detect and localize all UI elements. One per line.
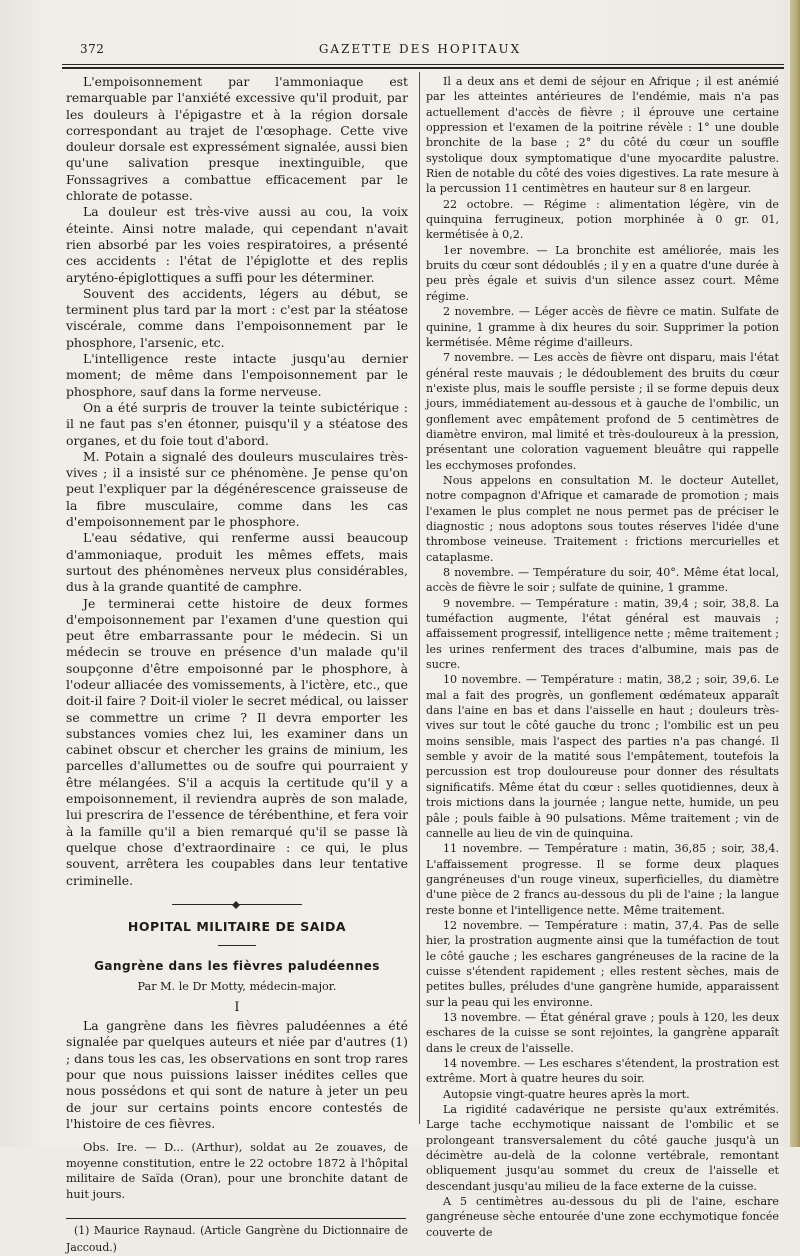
paragraph: On a été surpris de trouver la teinte subictérique : il ne faut pas s'en étonner, puisqu'il y a stéatose des organes, et du foie tout d'abord.: [66, 399, 408, 448]
right-column: [426, 74, 779, 1240]
section-rule: [218, 945, 256, 946]
footnote: (1) Maurice Raynaud. (Article Gangrène du Dictionnaire de Jaccoud.): [66, 1224, 408, 1254]
paragraph: 8 novembre. — Température du soir, 40°. Même état local, accès de fièvre le soir ; sulfate de quinine, 1 gramme.: [426, 566, 779, 595]
paragraph: 12 novembre. — Température : matin, 37,4. Pas de selle hier, la prostration augmente ainsi que la tuméfaction de tout le côté gauche ; les eschares gangréneuses de la racine de la cuisse s'étendent rapidement ; elles restent sèches, mais de petites bulles, préludes d'une gangrène humide, apparaissent sur la peau qui les environne.: [426, 918, 779, 1009]
paragraph: Il a deux ans et demi de séjour en Afrique ; il est anémié par les atteintes antérieures de l'endémie, mais n'a pas actuellement d'accès de fièvre ; il éprouve une certaine oppression et l'examen de la poitrine révèle : 1° une double bronchite de la base ; 2° du côté du cœur un souffle systolique doux symptomatique d'une myocardite palustre. Rien de notable du côté des voies digestives. La rate mesure à la percussion 11 centimètres en hauteur sur 8 en largeur.: [426, 75, 779, 196]
paragraph: L'empoisonnement par l'ammoniaque est remarquable par l'anxiété excessive qu'il produit, par les douleurs à l'épigastre et à la région dorsale correspondant au trajet de l'œsophage. Cette vive douleur dorsale est expressément signalée, aussi bien qu'une salivation presque inextinguible, que Fonssagrives a combattue efficacement par le chlorate de potasse.: [66, 74, 408, 204]
header-rule: [62, 64, 784, 65]
paragraph: 7 novembre. — Les accès de fièvre ont disparu, mais l'état général reste mauvais ; le dédoublement des bruits du cœur n'existe plus, mais le souffle persiste ; il se forme depuis deux jours, immédiatement au-dessous et à gauche de l'ombilic, un gonflement avec empâtement profond de 5 centimètres de diamètre environ, mal limité et très-douloureux à la pression, présentant une coloration vaguement bleuâtre qui rappelle les ecchymoses profondes.: [426, 351, 779, 472]
page-edge: [790, 0, 800, 1147]
paragraph: L'intelligence reste intacte jusqu'au dernier moment; de même dans l'empoisonnement par le phosphore, sauf dans la forme nerveuse.: [66, 351, 408, 399]
byline: Par M. le Dr Motty, médecin-major.: [137, 980, 337, 994]
observation-paragraph: Obs. Ire. — D... (Arthur), soldat au 2e zouaves, de moyenne constitution, entre le 22 octobre 1872 à l'hôpital militaire de Saïda (Oran), pour une bronchite datant de huit jours.: [66, 1140, 408, 1201]
article-title: Gangrène dans les fièvres paludéennes: [94, 959, 380, 974]
section-ornament: [172, 901, 302, 909]
paragraph: A 5 centimètres au-dessous du pli de l'aine, eschare gangréneuse sèche entourée d'une zone ecchymotique foncée couverte de: [426, 1195, 779, 1239]
paragraph: Souvent des accidents, légers au début, se terminent plus tard par la mort : c'est par la stéatose viscérale, comme dans l'empoisonnement par le phosphore, l'arsenic, etc.: [66, 285, 408, 350]
paragraph: 2 novembre. — Léger accès de fièvre ce matin. Sulfate de quinine, 1 gramme à dix heures du soir. Supprimer la potion kermétisée. Même régime d'ailleurs.: [426, 305, 779, 349]
paragraph: 1er novembre. — La bronchite est améliorée, mais les bruits du cœur sont dédoublés ; il y en a quatre d'une durée à peu près égale et suivis d'un silence assez court. Même régime.: [426, 243, 779, 303]
paragraph: 9 novembre. — Température : matin, 39,4 ; soir, 38,8. La tuméfaction augmente, l'état général est mauvais ; affaissement progressif, intelligence nette ; même traitement ; les urines renferment des traces d'albumine, mais pas de sucre.: [426, 596, 779, 672]
part-number: I: [234, 999, 240, 1015]
paragraph: Nous appelons en consultation M. le docteur Autellet, notre compagnon d'Afrique et camarade de promotion ; mais l'examen le plus complet ne nous permet pas de préciser le diagnostic ; nous adoptons sous toutes réserves l'idée d'une thrombose veineuse. Traitement : frictions mercurielles et cataplasme.: [426, 473, 779, 564]
paragraph: 22 octobre. — Régime : alimentation légère, vin de quinquina ferrugineux, potion morphinée à 0 gr. 01, kermétisée à 0,2.: [426, 197, 779, 242]
left-column: [66, 74, 408, 1256]
paragraph: Je terminerai cette histoire de deux formes d'empoisonnement par l'examen d'une question qui peut être embarrassante pour le médecin. Si un médecin se trouve en présence d'un malade qu'il soupçonne d'être empoisonné par le phosphore, à l'odeur alliacée des vomissements, à l'ictère, etc., que doit-il faire ? Doit-il violer le secret médical, ou laisser se commettre un crime ? Il devra emporter les substances vomies chez lui, les examiner dans un cabinet obscur et chercher les grains de minium, les parcelles d'allumettes ou de soufre qui pourraient y être mélangées. S'il a acquis la certitude qu'il y a empoisonnement, il reviendra auprès de son malade, lui prescrira de l'essence de térébenthine, et fera voir à la famille qu'il a bien remarqué qu'il se passe là quelque chose d'extraordinaire : ce qui, le plus souvent, arrêtera les coupables dans leur tentative criminelle.: [66, 595, 408, 888]
column-divider: [419, 72, 420, 1124]
paragraph: 10 novembre. — Température : matin, 38,2 ; soir, 39,6. Le mal a fait des progrès, un gonflement œdémateux apparaît dans l'aine en bas et dans l'aisselle en haut ; douleurs très-vives sur tout le côté gauche du tronc ; l'ombilic est un peu moins sensible, mais l'aspect des parties n'a pas changé. Il semble y avoir de la matité sous l'empâtement, toutefois la percussion est trop douloureuse pour donner des résultats significatifs. Même état du cœur : selles quotidiennes, deux à trois mictions dans la journée ; langue nette, humide, un peu pâle ; pouls faible à 90 pulsations. Même traitement ; vin de cannelle au lieu de vin de quinquina.: [426, 673, 779, 840]
header-rule-thick: [62, 67, 784, 69]
paragraph: La rigidité cadavérique ne persiste qu'aux extrémités. Large tache ecchymotique naissant de l'ombilic et se prolongeant transversalement du côté gauche jusqu'à un décimètre au-delà de la colonne vertébrale, remontant obliquement jusqu'au sommet du creux de l'aisselle et descendant jusqu'au milieu de la face externe de la cuisse.: [426, 1103, 779, 1193]
section-title: HOPITAL MILITAIRE DE SAIDA: [127, 918, 347, 934]
paragraph: 14 novembre. — Les eschares s'étendent, la prostration est extrême. Mort à quatre heures du soir.: [426, 1057, 779, 1086]
paragraph: La douleur est très-vive aussi au cou, la voix éteinte. Ainsi notre malade, qui cependant n'avait rien absorbé par les voies respiratoires, a présenté ces accidents : l'état de l'épiglotte et des replis aryténo-épiglottiques a suffi pour les déterminer.: [66, 204, 408, 285]
paragraph: 11 novembre. — Température : matin, 36,85 ; soir, 38,4. L'affaissement progresse. Il se forme deux plaques gangréneuses d'un rouge vineux, superficielles, du diamètre d'une pièce de 2 francs au-dessous du pli de l'aine ; la langue reste bonne et l'intelligence nette. Même traitement.: [426, 842, 779, 917]
page-header: [62, 42, 778, 64]
page-number: 372: [80, 42, 105, 56]
footnote-rule: [66, 1218, 406, 1219]
journal-title: GAZETTE DES HOPITAUX: [318, 42, 522, 56]
paragraph: L'eau sédative, qui renferme aussi beaucoup d'ammoniaque, produit les mêmes effets, mais surtout des phénomènes nerveux plus considérables, dus à la grande quantité de camphre.: [66, 530, 408, 595]
paragraph: M. Potain a signalé des douleurs musculaires très-vives ; il a insisté sur ce phénomène. Je pense qu'on peut l'expliquer par la dégénérescence graisseuse de la fibre musculaire, comme dans les cas d'empoisonnement par le phosphore.: [66, 448, 408, 530]
article-paragraph: La gangrène dans les fièvres paludéennes a été signalée par quelques auteurs et niée par d'autres (1) ; dans tous les cas, les observations en sont trop rares pour que nous puissions laisser inédites celles que nous possédons et qui sont de nature à jeter un peu de jour sur certains points encore contestés de l'histoire de ces fièvres.: [66, 1018, 408, 1131]
paragraph: 13 novembre. — État général grave ; pouls à 120, les deux eschares de la cuisse se sont rejointes, la gangrène apparaît dans le creux de l'aisselle.: [426, 1010, 779, 1055]
paragraph: Autopsie vingt-quatre heures après la mort.: [443, 1087, 690, 1101]
